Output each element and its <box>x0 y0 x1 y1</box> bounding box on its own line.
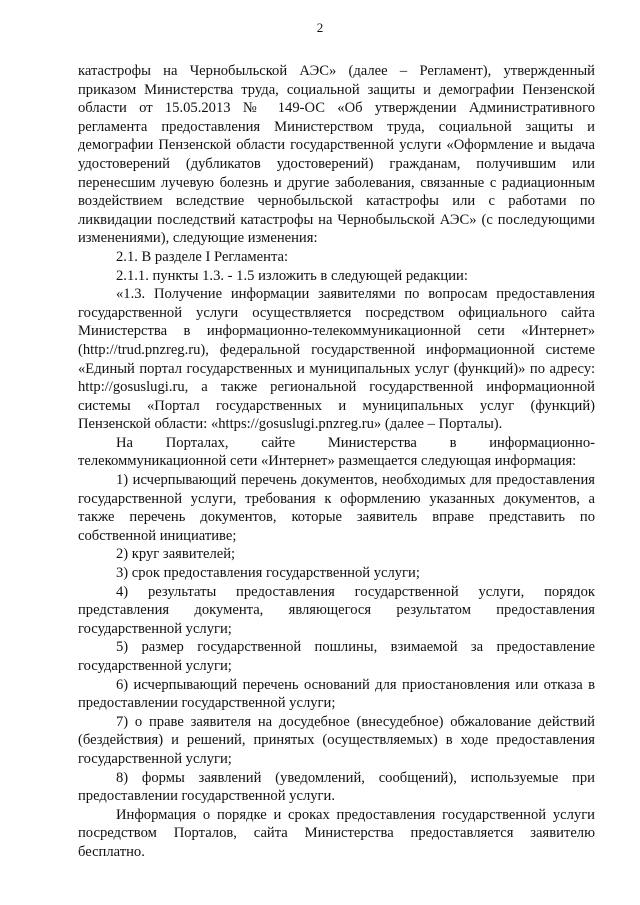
list-item-3: 3) срок предоставления государственной услуги; <box>116 565 420 582</box>
list-item-2: 2) круг заявителей; <box>116 546 236 563</box>
paragraph-section-2-1: 2.1. В разделе I Регламента: <box>116 248 289 265</box>
list-item-1: 1) исчерпывающий перечень документов, необходимых для предоставления государственной услуги, требования к оформлению указанных документов, а также перечень документов, которые заявитель вправе представить по собственной инициативе; <box>78 472 595 544</box>
list-item-7: 7) о праве заявителя на досудебное (внесудебное) обжалование действий (бездействия) и решений, принятых (осуществляемых) в ходе предоставления государственной услуги; <box>78 713 595 767</box>
paragraph-clause-1-3: «1.3. Получение информации заявителями по вопросам предоставления государственной услуги осуществляется посредством официального сайта Министерства в информационно-телекоммуникационной сети «Интернет» (http://trud.pnzreg.ru), федеральной государственной информационной системе «Единый портал государственных и муниципальных услуг (функций)» по адресу: http://gosuslugi.ru, а также региональной государственной информационной системы «Портал государственных и муниципальных услуг (функций) Пензенской области: «https://gosuslugi.pnzreg.ru» (далее – Порталы). <box>78 286 595 433</box>
paragraph-continuation: катастрофы на Чернобыльской АЭС» (далее – Регламент), утвержденный приказом Министерства труда, социальной защиты и демографии Пензенской области от 15.05.2013 № 149-ОС «Об утверждении Административного регламента предоставления Министерством труда, социальной защиты и демографии Пензенской области государственной услуги «Оформление и выдача удостоверений (дубликатов удостоверений) гражданам, получившим или перенесшим лучевую болезнь и другие заболевания, связанные с радиационным воздействием вследствие чернобыльской катастрофы или с работами по ликвидации последствий катастрофы на Чернобыльской АЭС» (с последующими изменениями), следующие изменения: <box>78 63 595 247</box>
list-item-4: 4) результаты предоставления государственной услуги, порядок представления документа, являющегося результатом предоставления государственной услуги; <box>78 583 595 637</box>
list-item-6: 6) исчерпывающий перечень оснований для приостановления или отказа в предоставлении государственной услуги; <box>78 676 595 712</box>
paragraph-section-2-1-1: 2.1.1. пункты 1.3. - 1.5 изложить в следующей редакции: <box>116 267 468 284</box>
paragraph-portals-info: На Порталах, сайте Министерства в информационно-телекоммуникационной сети «Интернет» размещается следующая информация: <box>78 434 595 470</box>
list-item-5: 5) размер государственной пошлины, взимаемой за предоставление государственной услуги; <box>78 639 595 674</box>
page-number: 2 <box>316 20 324 35</box>
list-item-8: 8) формы заявлений (уведомлений, сообщений), используемые при предоставлении государственной услуги. <box>78 769 595 805</box>
document-body <box>78 62 595 862</box>
paragraph-free-of-charge: Информация о порядке и сроках предоставления государственной услуги посредством Порталов, сайта Министерства предоставляется заявителю бесплатно. <box>78 806 595 860</box>
